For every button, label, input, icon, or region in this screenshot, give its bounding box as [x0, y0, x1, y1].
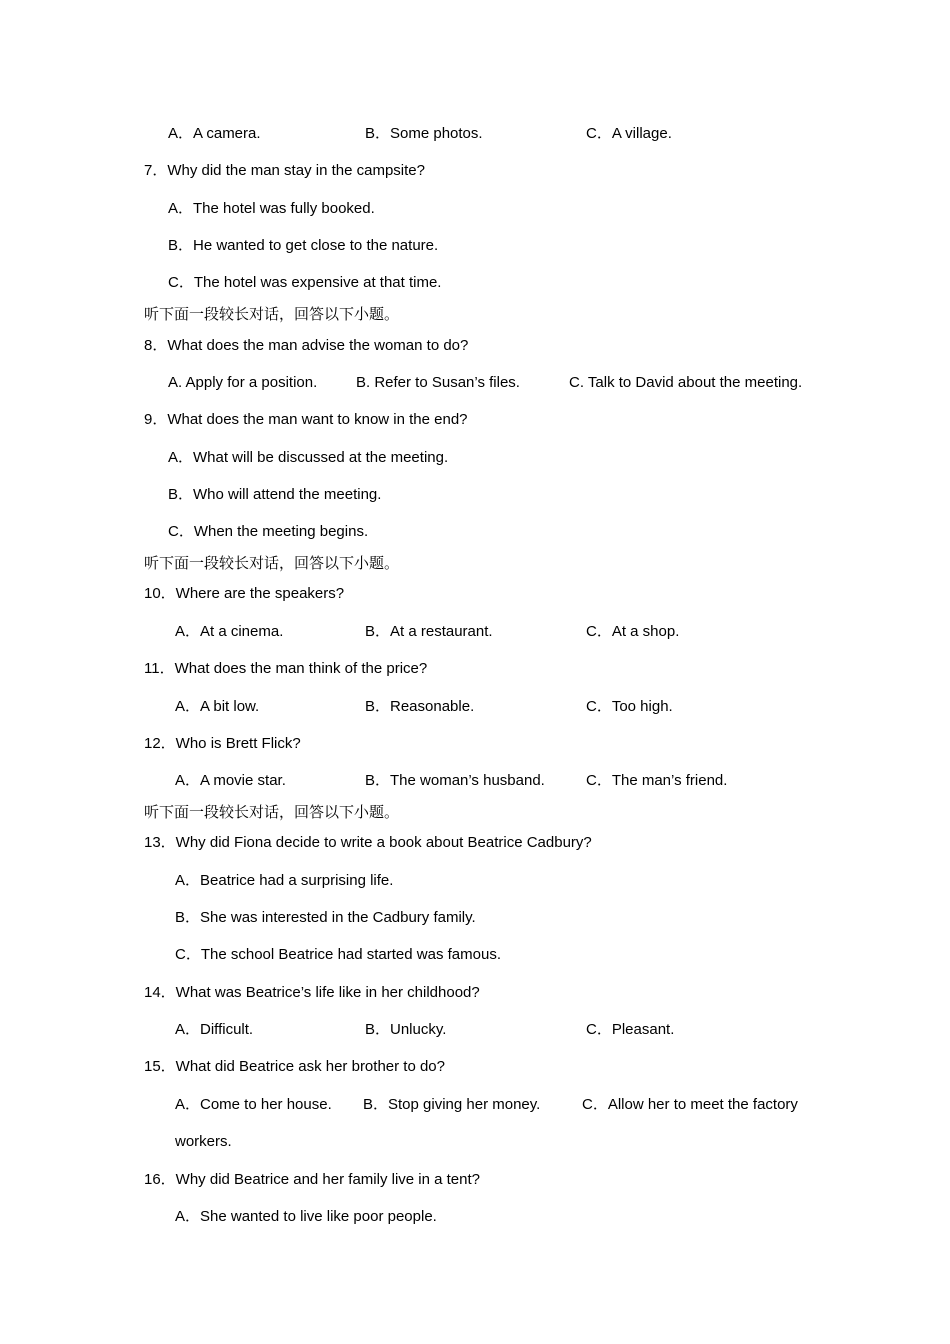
q13-option-a: A．Beatrice had a surprising life.	[175, 872, 394, 889]
q15-option-a: A．Come to her house.	[175, 1096, 332, 1113]
q6-option-c: C．A village.	[586, 125, 672, 142]
q16-option-a: A．She wanted to live like poor people.	[175, 1208, 437, 1225]
q10-stem: 10．Where are the speakers?	[144, 585, 345, 602]
q13-option-c: C．The school Beatrice had started was famous.	[175, 946, 501, 963]
q8-option-a: A. Apply for a position.	[168, 374, 318, 391]
q16-stem: 16．Why did Beatrice and her family live in a tent?	[144, 1171, 480, 1188]
q7-stem: 7．Why did the man stay in the campsite?	[144, 162, 425, 179]
q7-option-c: C．The hotel was expensive at that time.	[168, 274, 442, 291]
q9-option-a: A．What will be discussed at the meeting.	[168, 449, 449, 466]
q7-option-a: A．The hotel was fully booked.	[168, 200, 375, 217]
q12-option-c: C．The man’s friend.	[586, 772, 728, 789]
q15-option-b: B．Stop giving her money.	[363, 1096, 541, 1113]
q15-option-c-continued: workers.	[175, 1133, 232, 1150]
q15-option-c: C．Allow her to meet the factory	[582, 1096, 798, 1113]
q9-stem: 9．What does the man want to know in the end?	[144, 411, 468, 428]
q13-option-b: B．She was interested in the Cadbury family.	[175, 909, 476, 926]
q10-option-b: B．At a restaurant.	[365, 623, 493, 640]
q10-option-a: A．At a cinema.	[175, 623, 284, 640]
q14-option-a: A．Difficult.	[175, 1021, 254, 1038]
q11-option-c: C．Too high.	[586, 698, 673, 715]
q6-option-b: B．Some photos.	[365, 125, 483, 142]
q12-option-a: A．A movie star.	[175, 772, 286, 789]
q11-stem: 11．What does the man think of the price?	[144, 660, 428, 677]
q10-option-c: C．At a shop.	[586, 623, 680, 640]
q14-stem: 14．What was Beatrice’s life like in her childhood?	[144, 984, 480, 1001]
section-instruction: 听下面一段较长对话，回答以下小题。	[144, 803, 400, 821]
q11-option-b: B．Reasonable.	[365, 698, 475, 715]
q6-option-a: A．A camera.	[168, 125, 261, 142]
q14-option-b: B．Unlucky.	[365, 1021, 447, 1038]
q11-option-a: A．A bit low.	[175, 698, 260, 715]
q15-stem: 15．What did Beatrice ask her brother to do?	[144, 1058, 445, 1075]
section-instruction: 听下面一段较长对话，回答以下小题。	[144, 554, 400, 572]
q9-option-b: B．Who will attend the meeting.	[168, 486, 382, 503]
q8-option-b: B. Refer to Susan’s files.	[356, 374, 520, 391]
q9-option-c: C．When the meeting begins.	[168, 523, 369, 540]
q7-option-b: B．He wanted to get close to the nature.	[168, 237, 439, 254]
q13-stem: 13．Why did Fiona decide to write a book about Beatrice Cadbury?	[144, 834, 592, 851]
q12-option-b: B．The woman’s husband.	[365, 772, 545, 789]
q12-stem: 12．Who is Brett Flick?	[144, 735, 301, 752]
q8-option-c: C. Talk to David about the meeting.	[569, 374, 803, 391]
q8-stem: 8．What does the man advise the woman to do?	[144, 337, 469, 354]
section-instruction: 听下面一段较长对话，回答以下小题。	[144, 305, 400, 323]
q14-option-c: C．Pleasant.	[586, 1021, 675, 1038]
